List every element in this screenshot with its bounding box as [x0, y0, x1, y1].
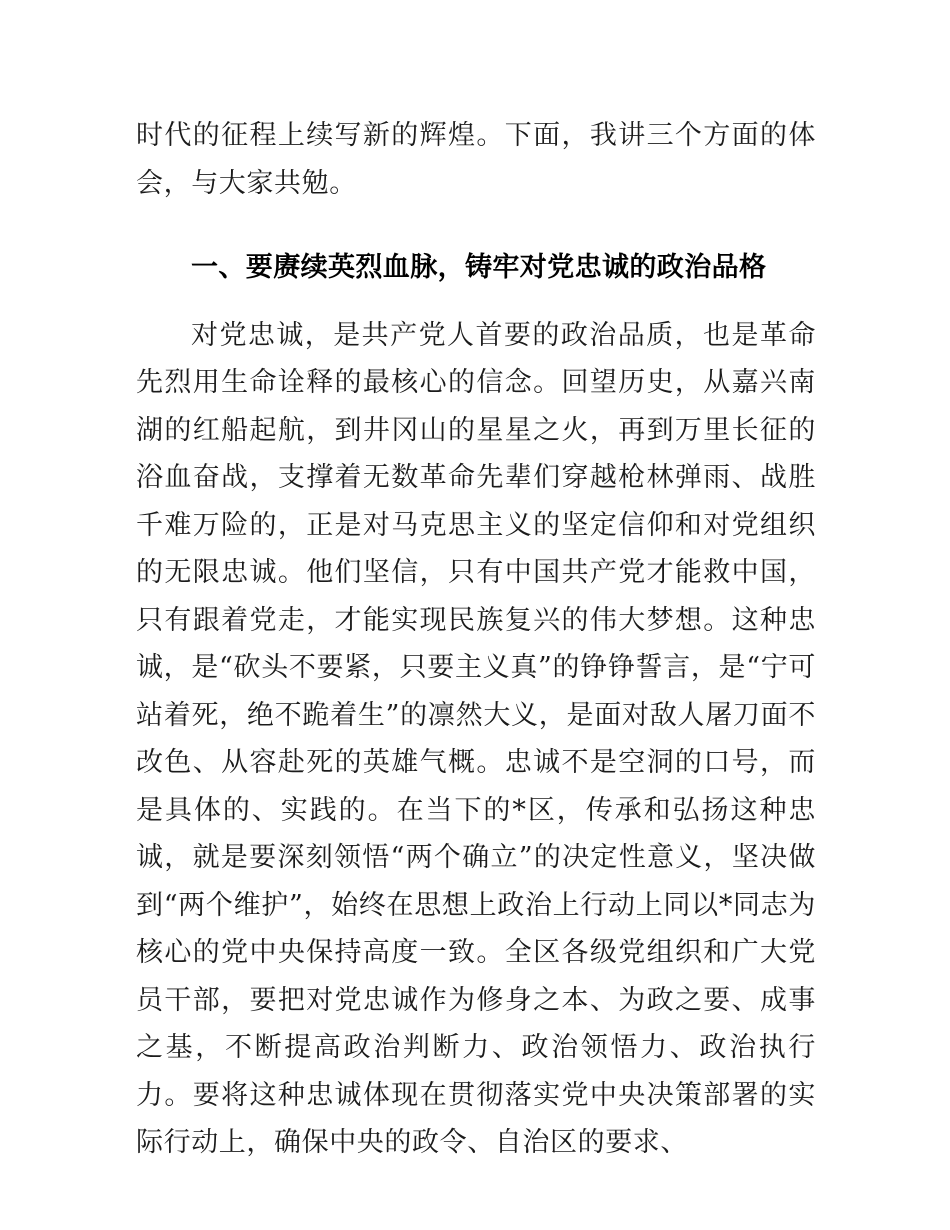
- spacer-after-heading: [136, 292, 816, 312]
- paragraph-section-one-body: 对党忠诚，是共产党人首要的政治品质，也是革命先烈用生命诠释的最核心的信念。回望历史，从嘉兴南湖的红船起航，到井冈山的星星之火，再到万里长征的浴血奋战，支撑着无数革命先辈们穿越枪林弹雨、战胜千难万险的，正是对马克思主义的坚定信仰和对党组织的无限忠诚。他们坚信，只有中国共产党才能救中国，只有跟着党走，才能实现民族复兴的伟大梦想。这种忠诚，是“砍头不要紧，只要主义真”的铮铮誓言，是“宁可站着死，绝不跪着生”的凛然大义，是面对敌人屠刀面不改色、从容赴死的英雄气概。忠诚不是空洞的口号，而是具体的、实践的。在当下的*区，传承和弘扬这种忠诚，就是要深刻领悟“两个确立”的决定性意义，坚决做到“两个维护”，始终在思想上政治上行动上同以*同志为核心的党中央保持高度一致。全区各级党组织和广大党员干部，要把对党忠诚作为修身之本、为政之要、成事之基，不断提高政治判断力、政治领悟力、政治执行力。要将这种忠诚体现在贯彻落实党中央决策部署的实际行动上，确保中央的政令、自治区的要求、: [136, 319, 816, 1158]
- section-heading-one: 一、要赓续英烈血脉，铸牢对党忠诚的政治品格: [191, 252, 767, 283]
- document-text-column: [136, 112, 816, 1167]
- spacer-before-heading: [136, 207, 816, 244]
- paragraph-intro-continued: 时代的征程上续写新的辉煌。下面，我讲三个方面的体会，与大家共勉。: [136, 120, 816, 199]
